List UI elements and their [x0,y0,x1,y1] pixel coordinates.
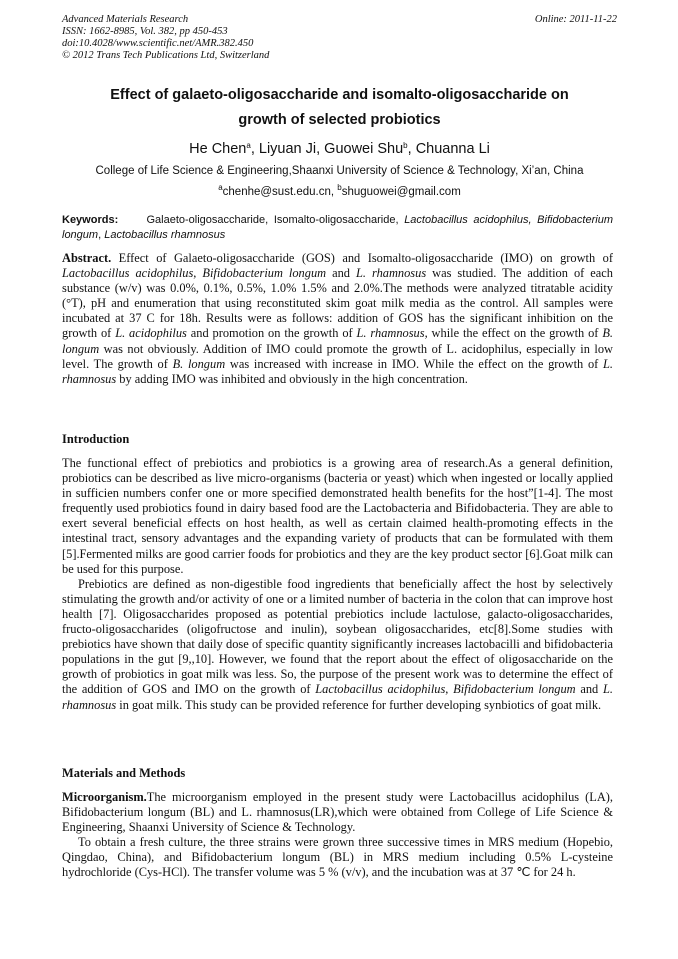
online-date: Online: 2011-11-22 [534,14,617,25]
abstract-text: , [193,266,203,281]
species-name: Lactobacillus acidophilus [62,266,194,281]
copyright-line: © 2012 Trans Tech Publications Ltd, Switzerland [62,50,270,61]
abstract-text: was not obviously. Addition of IMO could promote the growth of L. acidophilus, especially in low level. The growth of [62,341,613,371]
introduction-paragraph: The functional effect of prebiotics and probiotics is a growing area of research.As a general definition, probiotics can be described as live micro-organisms (bacteria or yeast) which when ingested or locally applied in sufficien numbers confer one or more specified demonstrated health benefits for the host”[1-4]. The most frequently used probiotics found in dairy based food are the Lactobacteria and Bifidobacteria. They are able to exert several beneficial effects on host health, as well as certain claimed health-promoting effects in the intestinal tract, sensory advantages and the expanding variety of products that can be formulated with them [5].Fermented milks are good carrier foods for probiotics and they are the key product sector [6].Goat milk can be used for this purpose. [62,456,613,576]
email-mark: a [218,183,223,192]
abstract-text: Effect of Galaeto-oligosaccharide (GOS) and Isomalto-oligosaccharide (IMO) on growth of [111,251,613,265]
abstract-paragraph [62,251,613,387]
materials-methods-body [62,790,613,881]
author-affil-mark: a [246,141,251,150]
author-name: Liyuan Ji [258,141,317,157]
abstract-text: by adding IMO was inhibited and obviously in the high concentration. [116,371,468,386]
species-name: B. longum [62,326,613,356]
author-separator: , [250,141,259,157]
author-name: He Chen [189,141,247,157]
introduction-heading: Introduction [62,432,130,446]
author-affil-mark: b [403,141,408,150]
paragraph-text: and [575,682,603,697]
author-separator: , [407,141,416,157]
species-name: L. rhamnosus, [356,326,428,341]
title-line-2: growth of selected probiotics [238,112,441,128]
author-emails [62,184,617,200]
journal-header [62,14,617,62]
author-separator: , [316,141,325,157]
journal-name: Advanced Materials Research [62,14,189,25]
species-name: Bifidobacterium longum [453,682,576,697]
keywords-italic: Lactobacillus acidophilus, Bifidobacterium longum [62,214,613,241]
keywords-text: Galaeto-oligosaccharide, Isomalto-oligosaccharide, [146,214,405,226]
materials-paragraph [62,790,613,835]
email-separator: , [330,186,338,198]
keywords [62,213,613,243]
email-link[interactable]: chenhe@sust.edu.cn [222,186,331,198]
abstract-text: while the effect on the growth of [427,326,603,341]
species-name: L. rhamnosus [62,356,613,386]
abstract-text: was increased with increase in IMO. While the effect on the growth of [225,356,603,371]
species-name: L. rhamnosus [355,266,427,281]
author-name: Chuanna Li [415,141,490,157]
introduction-body [62,456,613,713]
affiliation: College of Life Science & Engineering,Shaanxi University of Science & Technology, Xi’an, China [95,165,584,177]
keywords-label: Keywords: [62,214,119,226]
paper-title [62,83,617,133]
author-name: Guowei Shu [324,141,404,157]
species-name: Lactobacillus acidophilus [315,682,446,697]
abstract-text: and promotion on the growth of [186,326,357,341]
paragraph-text: Prebiotics are defined as non-digestible food ingredients that beneficially affect the host by selectively stimulating the growth and/or activity of one or a limited number of bacteria in the colon that can improve host health [7]. Oligosaccharides proposed as potential prebiotics include lactulose, galacto-oligosaccharides, fructo-oligosaccharides (oligofructose and inulin), soybean oligosaccharides, etc[8].Some studies with prebiotics have shown that daily dose of specific quantity significantly increases lactobacilli and bifidobacteria populations in the gut [9,,10]. However, we found that the report about the effect of oligosaccharide on the growth of probiotics in goat milk was less. So, the purpose of the present work was to determine the effect of the addition of GOS and IMO on the growth of [62,576,613,697]
doi-line: doi:10.4028/www.scientific.net/AMR.382.450 [62,38,254,49]
species-name: L. acidophilus [115,326,187,341]
email-mark: b [337,183,342,192]
paragraph-text: in goat milk. This study can be provided reference for further developing synbiotics of goat milk. [116,697,602,712]
materials-paragraph: To obtain a fresh culture, the three strains were grown three successive times in MRS medium (Hopebio, Qingdao, China), and Bifidobacterium longum (BL) in MRS medium including 0.5% L-cysteine hydrochloride (Cys-HCl). The transfer volume was 5 % (v/v), and the incubation was at 37 ℃ for 24 h. [62,835,613,880]
issn-line: ISSN: 1662-8985, Vol. 382, pp 450-453 [62,26,228,37]
species-name: L. rhamnosus [62,682,613,712]
abstract-text: was studied. The addition of each substance (w/v) was 0.0%, 0.1%, 0.5%, 1.0% 1.5% and 2.0%.The methods were analyzed titratable acidity (°T), pH and enumeration that using reconstituted skim goat milk media as the control. All samples were incubated at 37 C for 18h. Results were as follows: addition of GOS has the significant inhibition on the growth of [62,266,613,341]
species-name: B. longum [172,356,226,371]
paragraph-text: , [445,682,454,697]
abstract-text: and [326,266,356,281]
materials-methods-heading: Materials and Methods [62,766,186,780]
introduction-paragraph [62,577,613,713]
email-link[interactable]: shuguowei@gmail.com [341,186,461,198]
keywords-text: , [98,229,105,241]
title-line-1: Effect of galaeto-oligosaccharide and isomalto-oligosaccharide on [110,87,569,103]
keywords-italic: Lactobacillus rhamnosus [104,229,226,241]
species-name: Bifidobacterium longum [202,266,327,281]
paragraph-text: The microorganism employed in the present study were Lactobacillus acidophilus (LA), Bifidobacterium longum (BL) and L. rhamnosus(LR),which were obtained from College of Life Science & Engineering, Shaanxi University of Science & Technology. [62,790,613,835]
subsection-label: Microorganism. [62,790,147,804]
abstract [62,251,613,387]
abstract-label: Abstract. [62,251,112,265]
author-list [62,139,617,159]
